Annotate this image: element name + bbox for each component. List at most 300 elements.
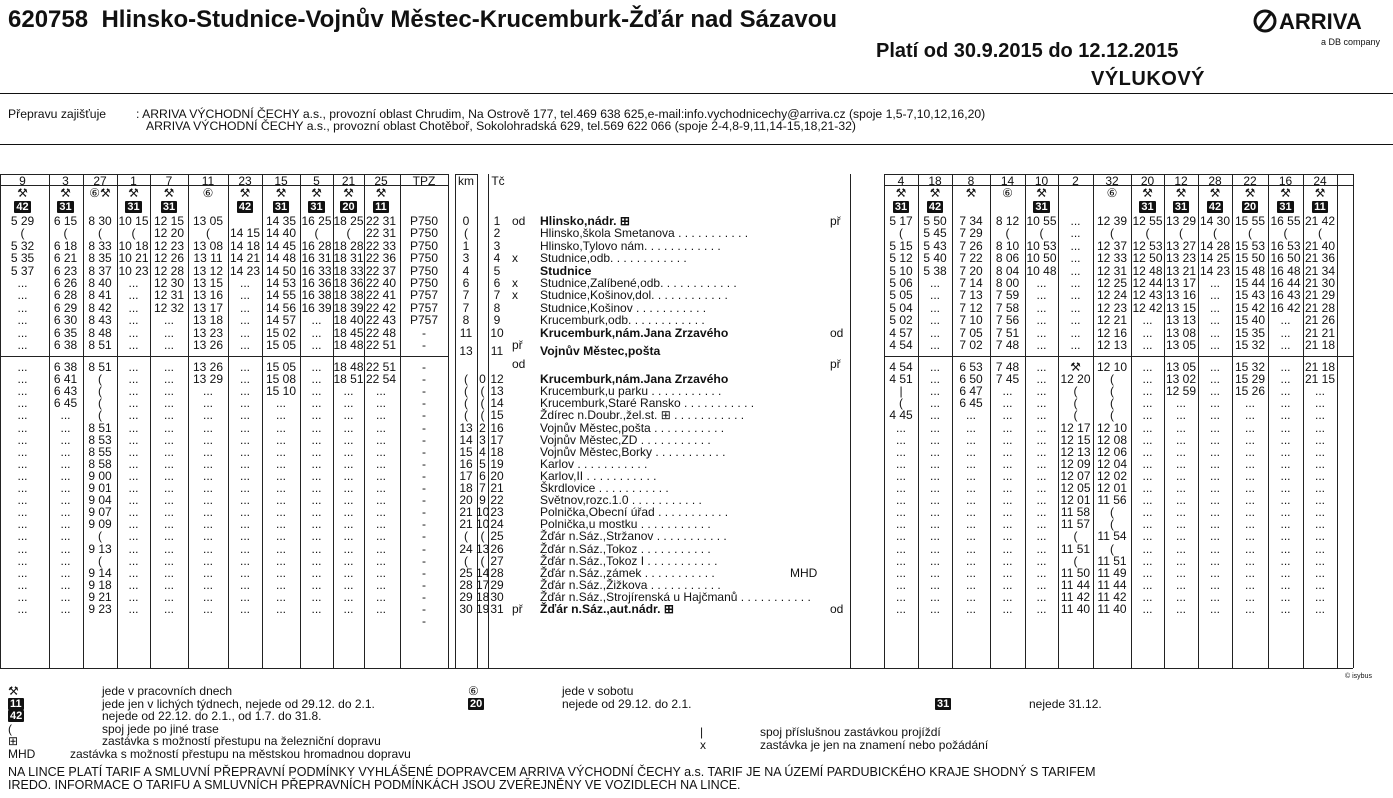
stop-code: 9	[493, 313, 501, 328]
stop-name: Žďár n.Sáz.,Tokoz I . . . . . . . . . . .	[540, 553, 718, 568]
departure-time: 12 05	[1060, 481, 1091, 495]
departure-time: ...	[1070, 214, 1081, 228]
departure-time: 14 56	[265, 300, 297, 315]
departure-time: 10 50	[1026, 251, 1057, 266]
tpz-code: P750	[409, 276, 439, 290]
km-value: 13	[459, 344, 473, 358]
departure-time: ...	[17, 541, 28, 556]
departure-time: ...	[128, 288, 139, 303]
departure-time: ...	[1142, 360, 1153, 374]
stop-code: 20	[490, 468, 504, 483]
departure-time: (	[98, 226, 102, 241]
departure-time: ...	[895, 456, 906, 471]
departure-time: 14 55	[265, 288, 297, 303]
tpz-code: -	[422, 432, 426, 447]
departure-time: ...	[239, 420, 250, 435]
departure-time: ...	[60, 493, 71, 508]
departure-time: 13 08	[1165, 325, 1197, 340]
departure-time: 22 37	[365, 263, 397, 278]
departure-time: 15 05	[265, 360, 297, 374]
departure-time: 6 38	[53, 338, 78, 352]
trip-badge	[1198, 200, 1232, 212]
legend-text: nejede 31.12.	[1029, 697, 1102, 711]
departure-time: ...	[1142, 541, 1153, 556]
departure-time: ...	[202, 577, 213, 592]
km-value-alt: (	[480, 396, 485, 411]
departure-time: 10 18	[118, 238, 149, 253]
calendar-badge: 42	[1208, 201, 1222, 213]
departure-time: 12 16	[1096, 325, 1128, 340]
departure-time: 6 43	[53, 384, 78, 399]
departure-time: ...	[17, 420, 28, 435]
departure-time: 11 42	[1060, 589, 1091, 604]
calendar-badge: 31	[59, 201, 72, 213]
departure-time: 15 35	[1234, 325, 1266, 340]
km-value: 6	[462, 276, 470, 290]
legend-symbol: |	[700, 725, 704, 739]
departure-time: ...	[275, 493, 286, 508]
trip-badge	[918, 200, 952, 212]
departure-time: ...	[1280, 553, 1291, 568]
departure-time: ...	[965, 505, 976, 520]
legend-item	[700, 725, 941, 739]
calendar-badge: 31	[127, 201, 140, 213]
departure-time: ...	[202, 505, 213, 520]
departure-time: ...	[343, 505, 354, 520]
departure-time: 10 15	[118, 214, 149, 228]
departure-time: ...	[1280, 565, 1291, 580]
km-value-alt: (	[480, 408, 485, 423]
departure-time: ...	[17, 338, 28, 352]
departure-time: ...	[1036, 313, 1047, 328]
departure-time: 18 36	[333, 276, 364, 290]
departure-time: 22 42	[365, 300, 397, 315]
departure-time: 22 33	[365, 238, 397, 253]
departure-time: 18 39	[333, 300, 364, 315]
departure-time: 13 26	[192, 338, 224, 352]
departure-time: ...	[1142, 408, 1153, 423]
departure-time: ...	[1280, 577, 1291, 592]
departure-time: ...	[965, 408, 976, 423]
km-value: 4	[462, 263, 470, 278]
departure-time: ...	[60, 602, 71, 616]
departure-time: ...	[1280, 325, 1291, 340]
departure-time: ...	[1244, 481, 1255, 495]
departure-time: ...	[1036, 517, 1047, 532]
departure-time: ...	[1280, 420, 1291, 435]
departure-time: ...	[1314, 384, 1325, 399]
departure-time: ...	[311, 505, 322, 520]
departure-time: ...	[1314, 396, 1325, 411]
km-value: 24	[459, 541, 473, 556]
departure-time: ...	[929, 288, 940, 303]
departure-time: ...	[239, 300, 250, 315]
departure-time: ...	[202, 589, 213, 604]
departure-time: ...	[163, 481, 174, 495]
departure-time: ...	[1209, 288, 1220, 303]
departure-time: 12 44	[1132, 276, 1163, 290]
km-value-alt: (	[480, 529, 485, 544]
departure-time: 6 41	[53, 372, 78, 387]
departure-time: 21 18	[1304, 360, 1336, 374]
departure-time: ...	[1209, 338, 1220, 352]
stop-code: 24	[490, 517, 504, 532]
departure-time: 22 40	[365, 276, 397, 290]
departure-time: ...	[128, 432, 139, 447]
departure-time: ...	[275, 517, 286, 532]
departure-time: ...	[239, 505, 250, 520]
tpz-code: -	[422, 444, 426, 459]
departure-time: ...	[239, 468, 250, 483]
departure-time: ...	[1002, 468, 1013, 483]
departure-time: ...	[1280, 372, 1291, 387]
departure-time: ...	[275, 553, 286, 568]
departure-time: ...	[1280, 517, 1291, 532]
departure-time: ...	[1209, 493, 1220, 508]
departure-time: ...	[929, 313, 940, 328]
departure-time: ...	[1036, 288, 1047, 303]
departure-time: ...	[239, 360, 250, 374]
departure-time: ...	[1175, 408, 1186, 423]
departure-time: 6 47	[959, 384, 983, 399]
departure-time: ...	[965, 602, 976, 616]
departure-time: ...	[1244, 541, 1255, 556]
departure-time: 15 29	[1234, 372, 1266, 387]
departure-time: 12 10	[1096, 360, 1128, 374]
departure-time: ...	[17, 589, 28, 604]
departure-time: ...	[311, 420, 322, 435]
trip-number: 25	[374, 174, 388, 188]
departure-time: ...	[17, 505, 28, 520]
credit: © isybus	[1345, 673, 1372, 680]
departure-time: 10 21	[118, 251, 149, 266]
stop-code: 17	[490, 432, 504, 447]
departure-time: 9 23	[88, 602, 112, 616]
departure-time: ...	[17, 432, 28, 447]
departure-time: 9 00	[88, 468, 112, 483]
departure-time: ...	[929, 577, 940, 592]
departure-time: (	[98, 396, 102, 411]
km-value-alt: 7	[479, 481, 486, 495]
departure-time: 8 53	[88, 432, 112, 447]
departure-time: (	[1110, 517, 1114, 532]
legend-badge: 31	[937, 698, 950, 710]
departure-time: ...	[17, 577, 28, 592]
departure-time: 16 33	[301, 263, 332, 278]
departure-time: ...	[1036, 505, 1047, 520]
departure-time: 13 23	[192, 325, 224, 340]
stop-code: 26	[490, 541, 504, 556]
departure-time: ...	[1036, 468, 1047, 483]
km-value: 7	[462, 288, 470, 303]
stop-name: Karlov,II . . . . . . . . . . .	[540, 468, 657, 483]
stop-name: Hlinsko,nádr. ⊞	[540, 214, 631, 228]
km-value: 21	[459, 517, 473, 532]
departure-time: 16 43	[1270, 288, 1301, 303]
departure-time: ...	[343, 384, 354, 399]
trip-symbol	[1058, 187, 1093, 199]
departure-time: 6 35	[53, 325, 78, 340]
departure-time: 12 25	[1096, 276, 1128, 290]
stop-name: Vojnův Městec,ZD . . . . . . . . . . .	[540, 432, 711, 447]
departure-time: ...	[965, 589, 976, 604]
calendar-badge: 42	[928, 201, 942, 213]
departure-time: ...	[202, 602, 213, 616]
departure-time: ...	[1280, 408, 1291, 423]
departure-time: ...	[17, 456, 28, 471]
stop-name: Žďár n.Sáz.,Stržanov . . . . . . . . . . .	[540, 529, 727, 544]
departure-time: ...	[163, 529, 174, 544]
departure-time: ...	[1209, 276, 1220, 290]
departure-time: ...	[1244, 589, 1255, 604]
departure-time: 16 42	[1270, 300, 1301, 315]
stop-name: Světnov,rozc.1.0 . . . . . . . . . . .	[540, 493, 702, 508]
departure-time: ...	[1175, 577, 1186, 592]
departure-time: 13 29	[192, 372, 224, 387]
legend-item	[700, 737, 989, 752]
departure-time: ...	[128, 577, 139, 592]
departure-time: ...	[1175, 468, 1186, 483]
departure-time: ...	[239, 529, 250, 544]
departure-time: ...	[895, 602, 906, 616]
departure-time: 14 57	[265, 313, 297, 328]
departure-time: ...	[929, 541, 940, 556]
departure-time: 8 35	[88, 251, 112, 266]
departure-time: 16 55	[1270, 214, 1301, 228]
trip-number: 12	[1174, 174, 1188, 188]
departure-time: ...	[343, 456, 354, 471]
departure-time: (	[206, 226, 210, 241]
departure-time: ...	[1280, 468, 1291, 483]
stop-name: Žďár n.Sáz.,aut.nádr. ⊞	[540, 602, 675, 616]
departure-time: ...	[128, 384, 139, 399]
departure-time: ...	[1002, 396, 1013, 411]
departure-time: 18 48	[333, 360, 364, 374]
departure-time: ...	[929, 420, 940, 435]
departure-time: 10 53	[1026, 238, 1057, 253]
brand-subtitle: a DB company	[1321, 37, 1381, 47]
departure-time: 8 51	[88, 338, 112, 352]
departure-time: 6 45	[959, 396, 983, 411]
departure-time: ...	[1314, 541, 1325, 556]
departure-time: ...	[128, 276, 139, 290]
departure-time: ...	[343, 481, 354, 495]
departure-time: ...	[1002, 517, 1013, 532]
departure-time: 5 10	[889, 263, 913, 278]
departure-time: 11 51	[1097, 553, 1127, 568]
departure-time: ...	[1002, 602, 1013, 616]
departure-time: ...	[375, 420, 386, 435]
departure-time: 9 07	[88, 505, 112, 520]
departure-time: 22 51	[365, 338, 397, 352]
trip-number: 11	[201, 174, 215, 188]
departure-time: ...	[1209, 432, 1220, 447]
departure-time: ...	[1209, 468, 1220, 483]
departure-time: ...	[1142, 468, 1153, 483]
departure-time: ...	[311, 565, 322, 580]
departure-time: 8 48	[88, 325, 112, 340]
departure-time: ...	[202, 432, 213, 447]
trip-symbol: ⚒	[1175, 186, 1187, 200]
departure-time: 11 51	[1060, 541, 1091, 556]
departure-time: ...	[343, 517, 354, 532]
trip-number: 16	[1278, 174, 1293, 188]
stop-name: Studnice,Zalíbené,odb. . . . . . . . . . . .	[540, 276, 737, 290]
departure-time: 10 48	[1026, 263, 1057, 278]
departure-time: 6 18	[53, 238, 78, 253]
departure-time: ...	[128, 529, 139, 544]
departure-time: ...	[1175, 602, 1186, 616]
departure-time: ...	[965, 577, 976, 592]
departure-time: ...	[17, 481, 28, 495]
trip-symbol: ⚒	[275, 186, 287, 200]
departure-time: (	[98, 408, 102, 423]
departure-time: ...	[1002, 493, 1013, 508]
km-value-alt: 2	[479, 420, 486, 435]
departure-time: ...	[1280, 481, 1291, 495]
departure-time: ...	[1175, 553, 1186, 568]
departure-time: 11 57	[1060, 517, 1091, 532]
departure-time: 16 50	[1270, 251, 1301, 266]
tpz-code: -	[422, 517, 426, 532]
departure-time: ...	[239, 481, 250, 495]
km-value: (	[464, 372, 468, 387]
departure-time: 15 05	[265, 338, 297, 352]
trip-number: 20	[1140, 174, 1155, 188]
departure-time: (	[1110, 396, 1114, 411]
departure-time: |	[899, 384, 903, 399]
brand-name: ARRIVA	[1279, 9, 1362, 34]
trip-symbol: ⚒	[1209, 186, 1221, 200]
departure-time: ...	[1314, 602, 1325, 616]
departure-time: ...	[1002, 577, 1013, 592]
legend-text: zastávka s možností přestupu na městskou hromadnou dopravu	[70, 746, 411, 761]
departure-time: 18 45	[333, 325, 364, 340]
trip-badge	[364, 200, 398, 212]
departure-time: ⚒	[1070, 360, 1081, 374]
departure-time: ...	[17, 384, 28, 399]
stop-code: 5	[493, 263, 501, 278]
km-value: (	[464, 529, 468, 544]
arriva-logo	[1245, 4, 1385, 50]
trip-number: 8	[967, 174, 975, 188]
stop-code: 6	[493, 276, 501, 290]
stop-name: Studnice,Košinov,dol. . . . . . . . . . . .	[540, 288, 728, 303]
departure-time: 12 01	[1060, 493, 1091, 508]
departure-time: (	[1110, 505, 1114, 520]
departure-time: 5 06	[889, 276, 913, 290]
departure-time: 6 29	[53, 300, 78, 315]
departure-time: ...	[1036, 420, 1047, 435]
trip-symbol: ⑥⚒	[89, 186, 111, 200]
departure-time: 5 32	[10, 238, 35, 253]
departure-time: ...	[1280, 589, 1291, 604]
departure-time: (	[20, 226, 25, 241]
trip-number: 28	[1208, 174, 1222, 188]
departure-time: 9 18	[88, 577, 112, 592]
tpz-code: -	[422, 565, 426, 580]
departure-time	[228, 215, 262, 227]
tpz-code: P757	[409, 288, 439, 303]
departure-time: ...	[1280, 444, 1291, 459]
departure-time: ...	[1002, 529, 1013, 544]
departure-time: ...	[1036, 444, 1047, 459]
departure-time: 5 43	[923, 238, 947, 253]
departure-time: ...	[1244, 408, 1255, 423]
stop-mark: x	[512, 288, 518, 303]
departure-time: 12 13	[1096, 338, 1128, 352]
departure-time: ...	[163, 493, 174, 508]
departure-time: 14 18	[229, 238, 261, 253]
departure-time: ...	[1244, 396, 1255, 411]
departure-time: (	[1248, 226, 1252, 241]
departure-time: 8 55	[88, 444, 112, 459]
stop-code: 19	[490, 456, 504, 471]
departure-time: ...	[929, 444, 940, 459]
departure-time: ...	[60, 408, 71, 423]
exclusion-label: VÝLUKOVÝ	[1091, 68, 1206, 90]
departure-time: ...	[929, 276, 940, 290]
departure-time: ...	[202, 565, 213, 580]
departure-time: ...	[60, 444, 71, 459]
departure-time: ...	[1142, 481, 1153, 495]
km-value-alt: 9	[479, 493, 486, 508]
calendar-badge: 31	[1174, 201, 1188, 213]
departure-time: 5 02	[889, 313, 913, 328]
km-value-alt: 19	[476, 602, 490, 616]
left-col-line	[448, 174, 449, 668]
departure-time: ...	[1036, 481, 1047, 495]
departure-time: ...	[1142, 517, 1153, 532]
departure-time: ...	[128, 444, 139, 459]
km-value-alt: 10	[476, 517, 490, 532]
tpz-code: P750	[409, 238, 439, 253]
departure-time: ...	[1175, 481, 1186, 495]
departure-time: ...	[128, 338, 139, 352]
departure-time: ...	[929, 505, 940, 520]
departure-time: ...	[60, 589, 71, 604]
departure-time: (	[1110, 384, 1114, 399]
km-value-alt: 18	[476, 589, 490, 604]
km-value-alt: 10	[476, 505, 490, 520]
departure-time: ...	[1175, 589, 1186, 604]
departure-time: ...	[929, 408, 940, 423]
stop-name: Ždírec n.Doubr.,žel.st. ⊞ . . . . . . . . . . .	[540, 408, 745, 423]
departure-time: ...	[1209, 360, 1220, 374]
trip-badge	[150, 200, 188, 212]
departure-time: ...	[1209, 553, 1220, 568]
departure-time: ...	[1036, 372, 1047, 387]
departure-time: ...	[128, 541, 139, 556]
tpz-code: -	[422, 614, 426, 629]
trip-number: 27	[93, 174, 107, 188]
departure-time: ...	[375, 481, 386, 495]
departure-time: 21 36	[1304, 251, 1336, 266]
departure-time: ...	[343, 420, 354, 435]
departure-time: ...	[239, 325, 250, 340]
departure-time: ...	[1244, 493, 1255, 508]
departure-time: ...	[239, 384, 250, 399]
departure-time: 7 48	[995, 338, 1020, 352]
trip-badge	[117, 200, 150, 212]
line-number: 620758	[8, 6, 89, 33]
departure-time: 5 05	[889, 288, 913, 303]
departure-time: 13 11	[193, 251, 223, 266]
departure-time: 21 30	[1304, 276, 1336, 290]
tpz-header: TPZ	[412, 174, 436, 188]
departure-time: ...	[1209, 408, 1220, 423]
departure-time: ...	[895, 493, 906, 508]
